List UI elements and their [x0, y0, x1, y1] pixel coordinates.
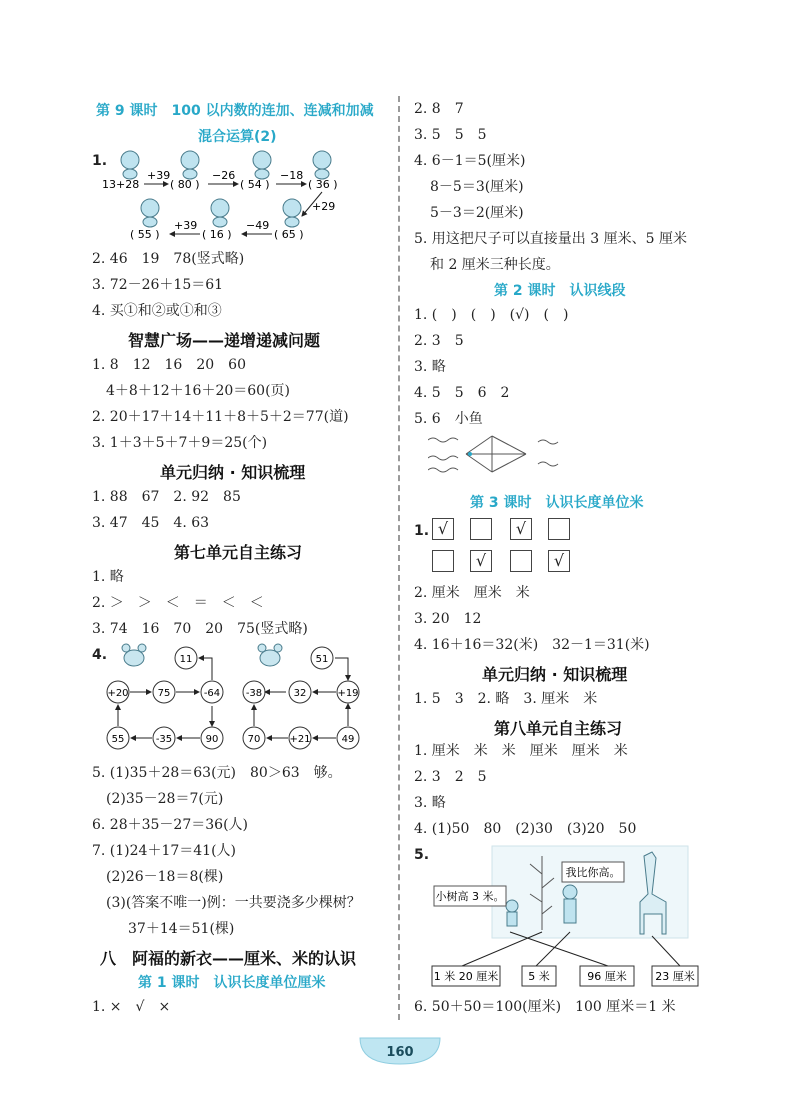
r2-answer: 2. 8 7 [414, 101, 464, 117]
t1-box-4 [548, 518, 570, 540]
lesson3-title: 第 3 课时 认识长度单位米 [470, 495, 644, 511]
p4-answer: 4. (1)50 80 (2)30 (3)20 50 [414, 821, 637, 837]
u4l-r2b: 75 [157, 688, 171, 699]
g-line1: 1. 88 67 2. 92 85 [92, 489, 241, 505]
p3-answer: 3. 略 [414, 795, 446, 811]
mouse-icon [122, 644, 282, 666]
lesson9-title-line2: 混合运算(2) [198, 129, 277, 145]
q1-label: 1. [92, 153, 108, 169]
r3-answer: 3. 5 5 5 [414, 127, 487, 143]
r4-line2: 8－5＝3(厘米) [430, 179, 524, 195]
p5-label-1: 1 米 20 厘米 [433, 970, 499, 983]
q1-chain-diagram [100, 148, 390, 248]
p5-label-4: 23 厘米 [655, 970, 695, 983]
g-line2: 3. 47 45 4. 63 [92, 515, 210, 531]
u4l-r3b: -35 [155, 734, 173, 745]
p1-answer: 1. 厘米 米 米 厘米 厘米 米 [414, 743, 628, 759]
u7-line4: 37＋14＝51(棵) [128, 921, 235, 937]
q3-answer: 3. 72－26＋15＝61 [92, 277, 224, 293]
q4-answer: 4. 买①和②或①和③ [92, 303, 222, 319]
p5-label: 5. [414, 847, 430, 863]
u5-line1: 5. (1)35＋28＝63(元) 80＞63 够。 [92, 765, 342, 781]
t4-answer: 4. 16＋16＝32(米) 32－1＝31(米) [414, 637, 650, 653]
lesson1-title: 第 1 课时 认识长度单位厘米 [138, 975, 326, 991]
p5-label-2: 5 米 [528, 970, 550, 983]
s2-answer: 2. 3 5 [414, 333, 464, 349]
u5-line2: (2)35－28＝7(元) [106, 791, 224, 807]
q1-bval-2: ( 16 ) [202, 228, 232, 241]
r5-line2: 和 2 厘米三种长度。 [430, 257, 560, 273]
u4-label: 4. [92, 647, 108, 663]
fish-eye-icon [468, 452, 472, 456]
puppy-icon [121, 151, 331, 227]
u4l-top: 11 [179, 654, 193, 665]
u4l-r2a: +20 [107, 688, 129, 699]
u3-answer: 3. 74 16 70 20 75(竖式略) [92, 621, 308, 637]
u4r-r3a: 70 [247, 734, 261, 745]
s1-answer: 1. ( ) ( ) (√) ( ) [414, 307, 569, 323]
s4-answer: 4. 5 5 6 2 [414, 385, 510, 401]
q1-op-1: +39 [147, 169, 171, 182]
t1-box-5 [432, 550, 454, 572]
u4r-r2a: -38 [245, 688, 263, 699]
p6-answer: 6. 50＋50＝100(厘米) 100 厘米＝1 米 [414, 999, 676, 1015]
q1-val-1: ( 80 ) [170, 178, 200, 191]
u6-answer: 6. 28＋35－27＝36(人) [92, 817, 248, 833]
l1q1-answer: 1. × √ × [92, 999, 171, 1015]
u1-answer: 1. 略 [92, 569, 124, 585]
t1-box-1: √ [432, 518, 454, 540]
unit7-title: 第七单元自主练习 [174, 543, 303, 562]
guina-title: 单元归纳 · 知识梳理 [160, 463, 306, 482]
t1-label: 1. [414, 523, 430, 539]
bubble-tall-text: 我比你高。 [565, 866, 621, 879]
q1-bval-1: ( 55 ) [130, 228, 160, 241]
s3-answer: 3. 略 [414, 359, 446, 375]
q1-side-op: +29 [312, 200, 336, 213]
t1-box-6: √ [470, 550, 492, 572]
z1-line2: 4＋8＋12＋16＋20＝60(页) [106, 383, 290, 399]
t1-box-7 [510, 550, 532, 572]
r4-line1: 4. 6－1＝5(厘米) [414, 153, 526, 169]
u4-cycle-diagram [100, 640, 370, 760]
gg1-answer: 1. 5 3 2. 略 3. 厘米 米 [414, 691, 598, 707]
fish-segment-figure [428, 432, 578, 476]
q1-val-2: ( 54 ) [240, 178, 270, 191]
q1-op-3: −18 [280, 169, 304, 182]
scene-background [492, 846, 688, 938]
u4l-r2c: -64 [203, 688, 221, 699]
zhihui-title: 智慧广场——递增递减问题 [128, 331, 321, 350]
p5-label-3: 96 厘米 [587, 970, 627, 983]
q1-val-3: ( 36 ) [308, 178, 338, 191]
t2-answer: 2. 厘米 厘米 米 [414, 585, 530, 601]
guina2-title: 单元归纳 · 知识梳理 [482, 665, 628, 684]
u4r-top: 51 [315, 654, 329, 665]
q1-start: 13+28 [102, 178, 140, 191]
r5-line1: 5. 用这把尺子可以直接量出 3 厘米、5 厘米 [414, 231, 687, 247]
q1-bop-2: −49 [246, 219, 270, 232]
page-number-badge [356, 1036, 444, 1066]
u4l-r3c: 90 [205, 734, 219, 745]
p2-answer: 2. 3 2 5 [414, 769, 487, 785]
q1-bop-1: +39 [174, 219, 198, 232]
u4r-r3b: +21 [289, 734, 311, 745]
r4-line3: 5－3＝2(厘米) [430, 205, 524, 221]
u4r-r3c: 49 [341, 734, 355, 745]
u4r-r2b: 32 [293, 688, 307, 699]
t1-box-2 [470, 518, 492, 540]
u7-line2: (2)26－18＝8(棵) [106, 869, 224, 885]
t1-box-8: √ [548, 550, 570, 572]
z1-line1: 1. 8 12 16 20 60 [92, 357, 246, 373]
q1-op-2: −26 [212, 169, 236, 182]
t1-box-3: √ [510, 518, 532, 540]
q1-bval-3: ( 65 ) [274, 228, 304, 241]
u2-answer: 2. ＞ ＞ ＜ ＝ ＜ ＜ [92, 595, 264, 611]
page-number: 160 [386, 1045, 414, 1060]
column-divider [398, 96, 400, 1020]
lesson9-title-line1: 第 9 课时 100 以内数的连加、连减和加减 [96, 103, 374, 119]
s5-answer: 5. 6 小鱼 [414, 411, 483, 427]
unit8-title: 八 阿福的新衣——厘米、米的认识 [100, 949, 357, 968]
bubble-tree-text: 小树高 3 米。 [435, 890, 505, 903]
p5-matching-figure [430, 844, 700, 990]
unit8-practice-title: 第八单元自主练习 [494, 719, 623, 738]
t3-answer: 3. 20 12 [414, 611, 482, 627]
u7-line3: (3)(答案不唯一)例：一共要浇多少棵树？ [106, 895, 361, 911]
z2-answer: 2. 20＋17＋14＋11＋8＋5＋2＝77(道) [92, 409, 349, 425]
lesson2-title: 第 2 课时 认识线段 [494, 283, 626, 299]
u4r-r2c: +19 [337, 688, 359, 699]
z3-answer: 3. 1＋3＋5＋7＋9＝25(个) [92, 435, 268, 451]
u7-line1: 7. (1)24＋17＝41(人) [92, 843, 237, 859]
u4l-r3a: 55 [111, 734, 125, 745]
q2-answer: 2. 46 19 78(竖式略) [92, 251, 245, 267]
